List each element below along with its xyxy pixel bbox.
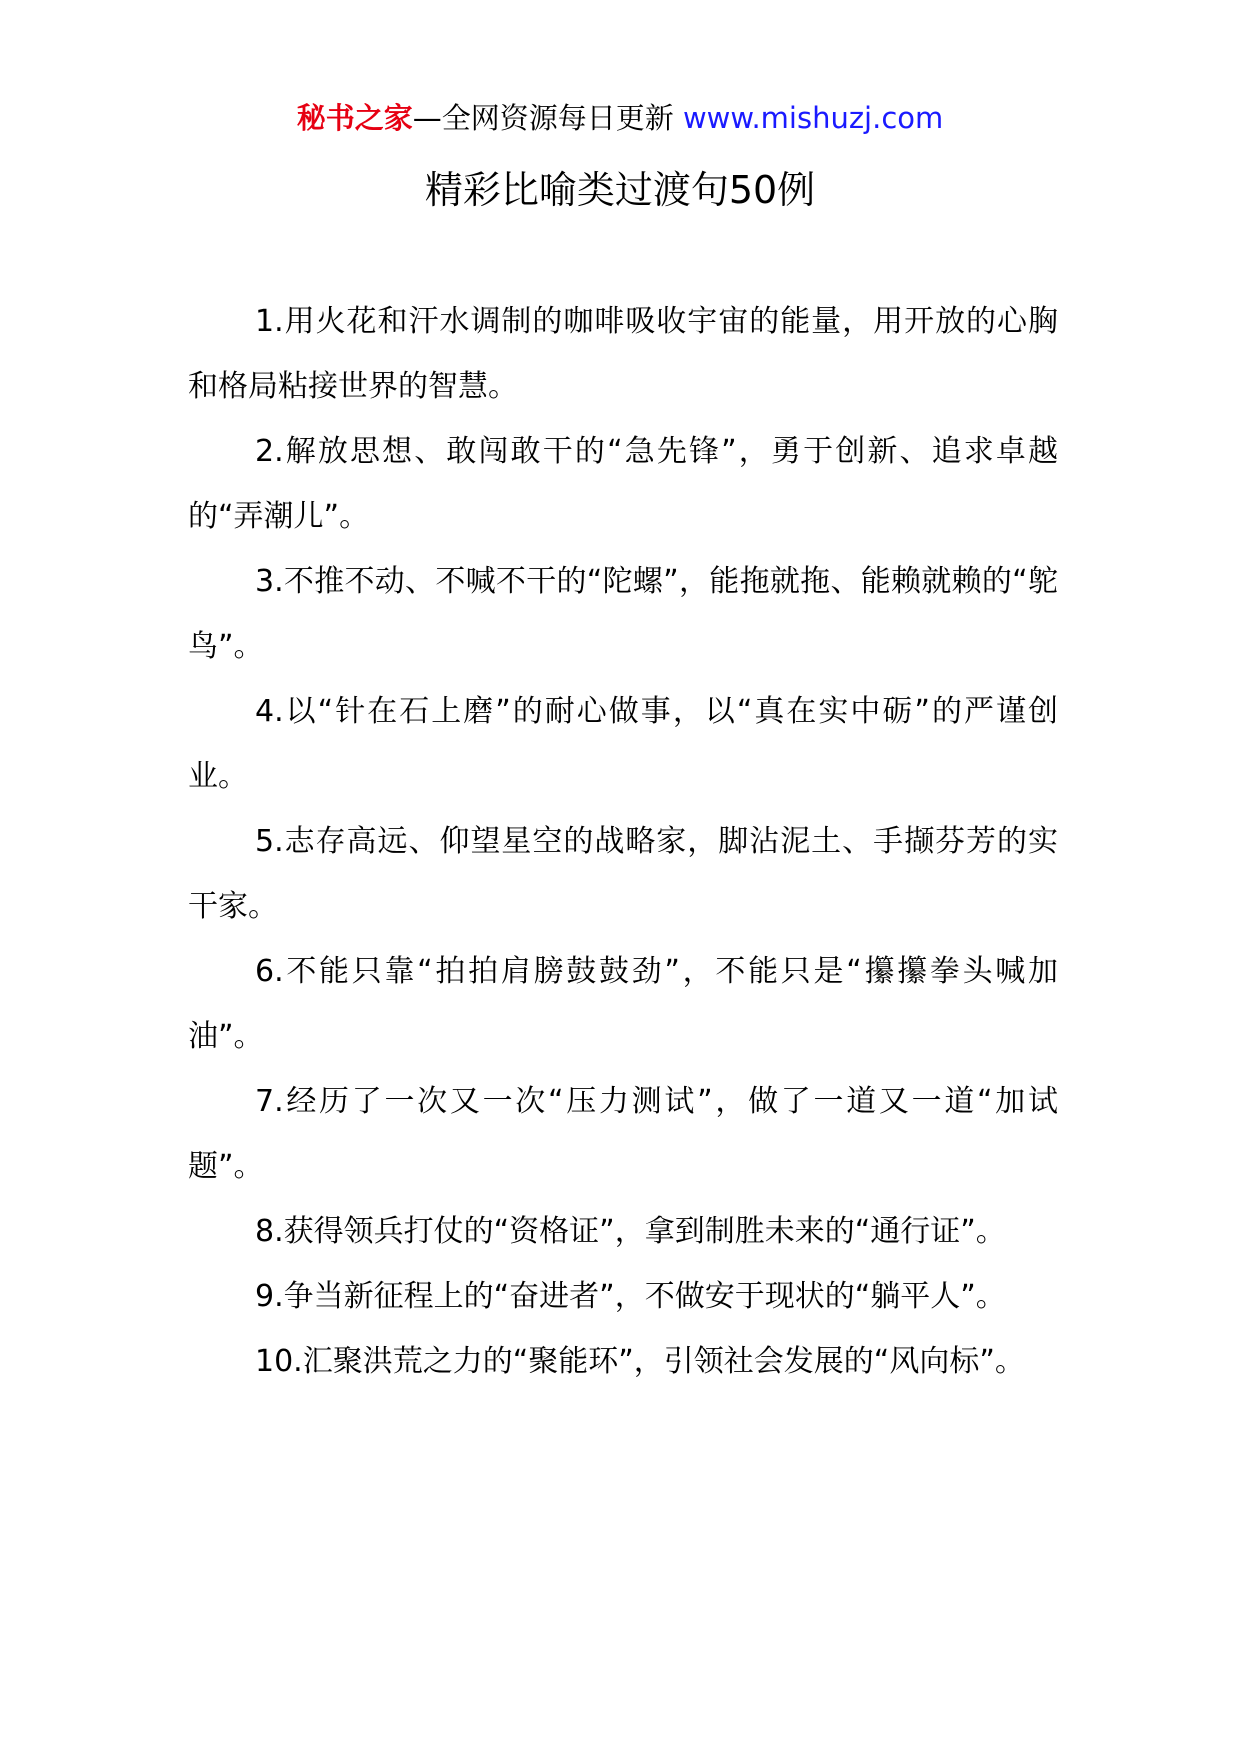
page-title: 精彩比喻类过渡句50例 (424, 168, 816, 212)
list-item: 5.志存高远、仰望星空的战略家，脚沾泥土、手撷芬芳的实干家。 (188, 824, 1058, 924)
header-tagline: —全网资源每日更新 (412, 101, 674, 135)
list-item: 10.汇聚洪荒之力的“聚能环”，引领社会发展的“风向标”。 (255, 1344, 1025, 1379)
list-item: 4.以“针在石上磨”的耐心做事，以“真在实中砺”的严谨创业。 (188, 694, 1058, 794)
brand-name: 秘书之家 (296, 101, 413, 135)
source-header (0, 98, 1240, 138)
list-item: 3.不推不动、不喊不干的“陀螺”，能拖就拖、能赖就赖的“鸵鸟”。 (188, 564, 1058, 664)
document-body (188, 289, 1058, 1394)
site-url: www.mishuzj.com (682, 101, 944, 135)
list-item: 7.经历了一次又一次“压力测试”，做了一道又一道“加试题”。 (188, 1084, 1058, 1184)
list-item: 1.用火花和汗水调制的咖啡吸收宇宙的能量，用开放的心胸和格局粘接世界的智慧。 (188, 304, 1058, 404)
list-item: 9.争当新征程上的“奋进者”，不做安于现状的“躺平人”。 (255, 1279, 1006, 1314)
list-item: 2.解放思想、敢闯敢干的“急先锋”，勇于创新、追求卓越的“弄潮儿”。 (188, 434, 1058, 534)
list-item: 6.不能只靠“拍拍肩膀鼓鼓劲”，不能只是“攥攥拳头喊加油”。 (188, 954, 1058, 1054)
list-item: 8.获得领兵打仗的“资格证”，拿到制胜未来的“通行证”。 (255, 1214, 1006, 1249)
